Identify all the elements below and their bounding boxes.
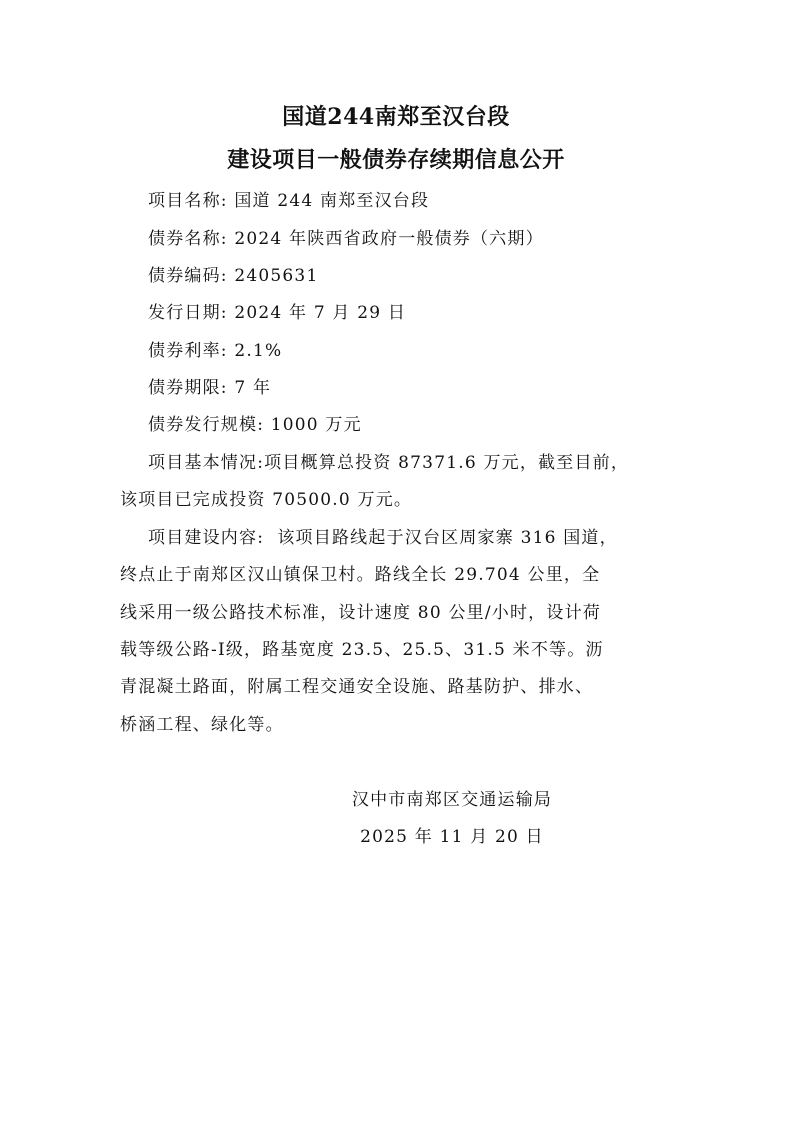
field-value: 2.1% bbox=[234, 341, 283, 361]
field-value: 2405631 bbox=[234, 266, 319, 286]
construction-paragraph bbox=[148, 526, 618, 550]
issuer-signature: 汉中市南郑区交通运输局 bbox=[351, 790, 553, 810]
field-value: 2024 年 7 月 29 日 bbox=[234, 303, 407, 323]
field-label: 债券利率: bbox=[148, 341, 228, 361]
document-title-line-1: 国道244南郑至汉台段 bbox=[282, 104, 510, 130]
field-label: 债券期限: bbox=[148, 378, 228, 398]
field-value: 7 年 bbox=[234, 378, 272, 398]
field-bond-term bbox=[148, 376, 271, 400]
field-value: 国道 244 南郑至汉台段 bbox=[234, 191, 430, 211]
field-label: 发行日期: bbox=[148, 303, 228, 323]
basic-info-text-line-1: 项目概算总投资 87371.6 万元，截至目前， bbox=[264, 453, 630, 473]
construction-text-line-4: 载等级公路-Ⅰ级，路基宽度 23.5、25.5、31.5 米不等。沥 bbox=[120, 640, 604, 660]
construction-text-line-1: 该项目路线起于汉台区周家寨 316 国道， bbox=[277, 528, 618, 548]
basic-info-text-line-2: 该项目已完成投资 70500.0 万元。 bbox=[120, 490, 413, 510]
field-label: 债券编码: bbox=[148, 266, 228, 286]
field-interest-rate bbox=[148, 339, 282, 363]
basic-info-paragraph bbox=[148, 451, 629, 475]
signature-date: 2025 年 11 月 20 日 bbox=[360, 827, 544, 847]
field-value: 2024 年陕西省政府一般债券（六期） bbox=[234, 229, 544, 249]
construction-text-line-3: 线采用一级公路技术标准，设计速度 80 公里/小时，设计荷 bbox=[120, 603, 601, 623]
field-project-name bbox=[148, 189, 429, 213]
field-value: 1000 万元 bbox=[270, 415, 362, 435]
basic-info-label: 项目基本情况: bbox=[148, 453, 265, 473]
construction-text-line-5: 青混凝土路面，附属工程交通安全设施、路基防护、排水、 bbox=[120, 677, 594, 697]
field-bond-name bbox=[148, 227, 544, 251]
field-issue-scale bbox=[148, 413, 362, 437]
field-issue-date bbox=[148, 301, 406, 325]
construction-text-line-2: 终点止于南郑区汉山镇保卫村。路线全长 29.704 公里，全 bbox=[120, 565, 601, 585]
document-title-line-2: 建设项目一般债券存续期信息公开 bbox=[227, 147, 565, 173]
field-label: 债券名称: bbox=[148, 229, 228, 249]
field-label: 债券发行规模: bbox=[148, 415, 265, 435]
construction-label: 项目建设内容: bbox=[148, 528, 265, 548]
field-bond-code bbox=[148, 264, 318, 288]
construction-text-line-6: 桥涵工程、绿化等。 bbox=[120, 715, 284, 735]
field-label: 项目名称: bbox=[148, 191, 228, 211]
